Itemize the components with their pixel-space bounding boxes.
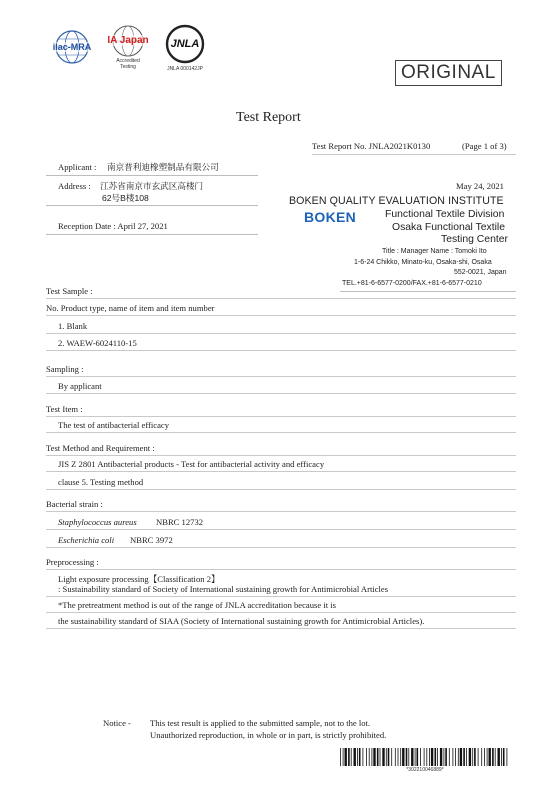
section-rule — [46, 350, 516, 351]
section-rule — [46, 628, 516, 629]
strain-2-name: Escherichia coli — [58, 535, 115, 545]
sample-item-2: 2. WAEW-6024110-15 — [58, 338, 137, 348]
section-rule — [46, 455, 516, 456]
section-rule — [46, 376, 516, 377]
method-line2: clause 5. Testing method — [58, 477, 144, 487]
section-rule — [46, 298, 516, 299]
sampling-value: By applicant — [58, 381, 102, 391]
section-rule — [46, 315, 516, 316]
applicant-label: Applicant : — [58, 162, 97, 172]
jnla-sub: JNLA 000142JP — [167, 66, 203, 72]
ia-japan-text: IA Japan — [97, 35, 159, 46]
address-line2: 62号B楼108 — [102, 193, 149, 203]
barcode — [340, 748, 510, 766]
tel-fax: TEL.+81-6-6577-0200/FAX.+81-6-6577-0210 — [342, 280, 482, 287]
strain-1-name: Staphylococcus aureus — [58, 517, 137, 527]
jp-address-line1: 1-6-24 Chikko, Minato-ku, Osaka-shi, Osaka — [354, 259, 492, 266]
jnla-text: JNLA — [170, 38, 200, 50]
division-line1: Functional Textile Division — [385, 209, 505, 220]
ia-japan-logo — [97, 24, 159, 76]
jnla-logo — [163, 24, 207, 76]
section-rule — [46, 471, 516, 472]
strain-2-code: NBRC 3972 — [130, 535, 173, 545]
address-line1: 江苏省南京市玄武区高楼门 — [100, 181, 204, 191]
ilac-mra-logo — [49, 28, 95, 68]
sampling-label: Sampling : — [46, 364, 84, 374]
strain-1-code: NBRC 12732 — [156, 517, 204, 527]
ia-japan-sub2: Testing — [120, 64, 136, 70]
barcode-text: *302210046889* — [406, 767, 444, 773]
signatory: Title : Manager Name : Tomoki Ito — [382, 248, 487, 255]
pre-line1: Light exposure processing【Classification 2】 — [58, 574, 220, 584]
institute-name: BOKEN QUALITY EVALUATION INSTITUTE — [289, 195, 504, 207]
strain-label: Bacterial strain : — [46, 499, 103, 509]
section-rule — [46, 612, 516, 613]
applicant-value: 南京普利迪橡塑制品有限公司 — [107, 162, 219, 172]
applicant-rule — [46, 175, 258, 176]
boken-logo: BOKEN — [304, 209, 357, 225]
section-rule — [46, 333, 516, 334]
report-number: Test Report No. JNLA2021K0130 — [312, 141, 431, 151]
section-rule — [46, 432, 516, 433]
tel-rule — [340, 291, 516, 292]
division-line2: Osaka Functional Textile — [392, 222, 506, 233]
test-sample-label: Test Sample : — [46, 286, 93, 296]
address-label: Address : — [58, 181, 91, 191]
barcode-icon — [340, 748, 510, 766]
section-rule — [46, 393, 516, 394]
pre-label: Preprocessing : — [46, 557, 99, 567]
section-rule — [46, 416, 516, 417]
reception-date: Reception Date : April 27, 2021 — [58, 221, 168, 231]
division-line3: Testing Center — [441, 234, 508, 245]
section-rule — [46, 489, 516, 490]
original-stamp: ORIGINAL — [395, 60, 502, 86]
page-title: Test Report — [236, 110, 301, 125]
page-number: (Page 1 of 3) — [462, 141, 507, 151]
pre-line4: the sustainability standard of SIAA (Society of International sustaining growth for Antimicrobial Articles). — [58, 616, 425, 626]
ilac-mra-text: ilac-MRA — [49, 42, 95, 52]
section-rule — [46, 511, 516, 512]
method-label: Test Method and Requirement : — [46, 443, 155, 453]
section-rule — [46, 547, 516, 548]
test-item-value: The test of antibacterial efficacy — [58, 420, 170, 430]
ia-japan-sub1: Accredited — [116, 58, 140, 64]
notice-label: Notice - — [103, 718, 131, 728]
pre-line2: : Sustainability standard of Society of International sustaining growth for Antimicrobial Articles — [58, 584, 389, 594]
address-rule — [46, 205, 258, 206]
section-rule — [46, 596, 516, 597]
report-date: May 24, 2021 — [456, 181, 504, 191]
sample-header: No. Product type, name of item and item number — [46, 303, 215, 313]
reception-rule — [46, 234, 258, 235]
notice-line2: Unauthorized reproduction, in whole or in part, is strictly prohibited. — [150, 730, 387, 740]
jp-address-line2: 552-0021, Japan — [454, 269, 507, 276]
sample-item-1: 1. Blank — [58, 321, 88, 331]
section-rule — [46, 529, 516, 530]
notice-line1: This test result is applied to the submitted sample, not to the lot. — [150, 718, 371, 728]
section-rule — [46, 569, 516, 570]
pre-line3: *The pretreatment method is out of the range of JNLA accreditation because it is — [58, 600, 337, 610]
method-line1: JIS Z 2801 Antibacterial products - Test for antibacterial activity and efficacy — [58, 459, 325, 469]
report-no-rule — [312, 154, 516, 155]
test-item-label: Test Item : — [46, 404, 83, 414]
